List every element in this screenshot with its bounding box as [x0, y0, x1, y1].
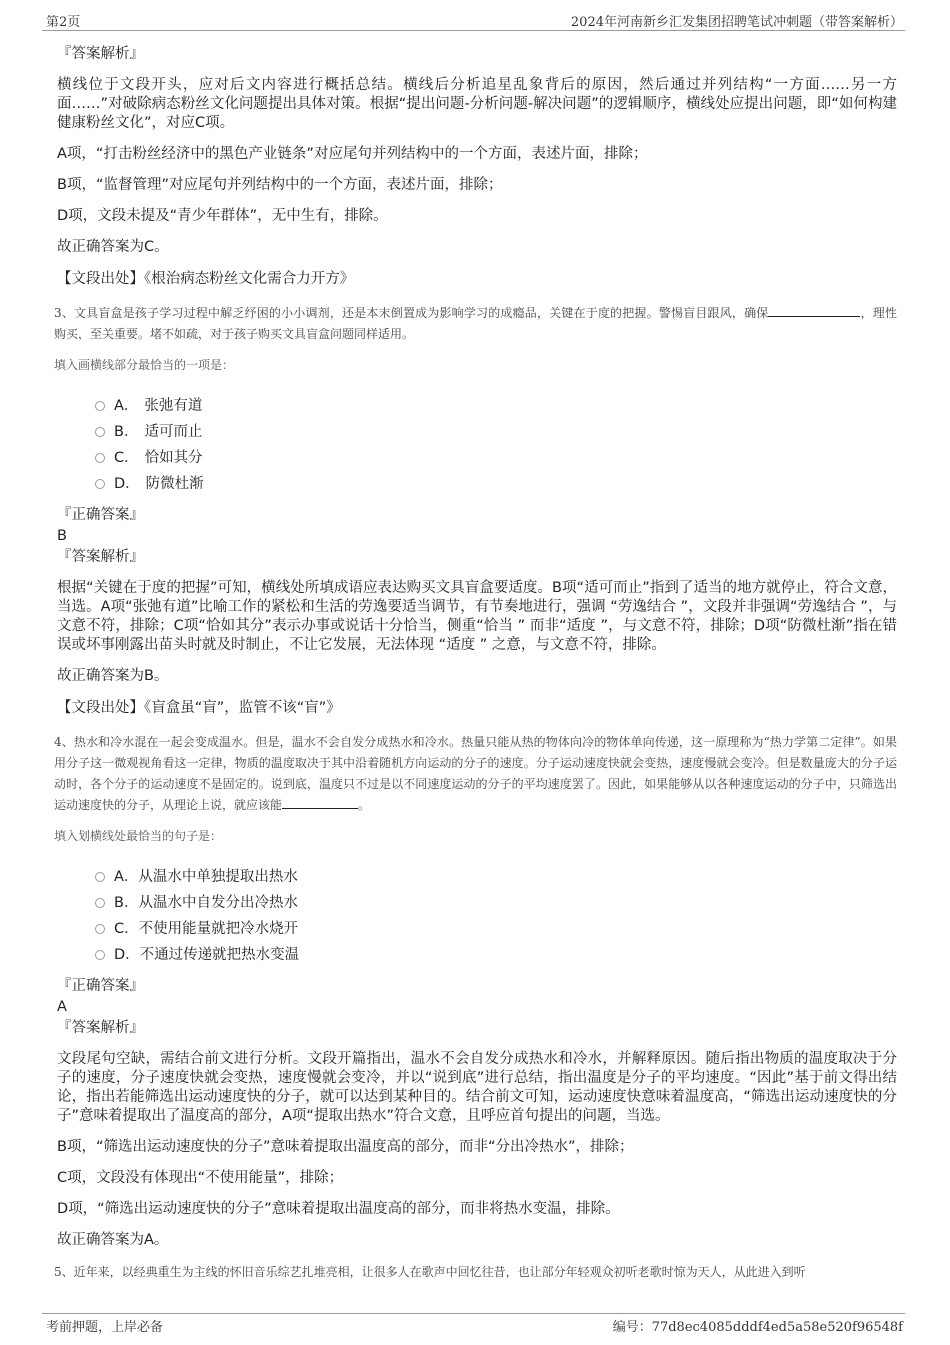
q4-option-c-analysis: C项，文段没有体现出“不使用能量”，排除； — [57, 1170, 344, 1186]
radio-icon[interactable] — [95, 401, 105, 411]
q3-analysis: 根据“关键在于度的把握”可知，横线处所填成语应表达购买文具盲盒要适度。B项“适可而止”指到了适当的地方就停止，符合文意，当选。A项“张弛有道”比喻工作的紧松和生活的劳逸要适当调节，有节奏地进行，强调 “劳逸结合 ”，文段并非强调“劳逸结合 ”，与文意不符，排除；C项“恰如其分”表示办事或说话十分恰当，侧重“恰当 ” 而非“适度 ”，与文意不符，排除；D项“防微杜渐”指在错误或坏事刚露出苗头时就及时制止，不让它发展，无法体现 “适度 ” 之意，与文意不符，排除。 — [57, 580, 897, 653]
option-letter: B． — [114, 424, 139, 440]
option-text: 从温水中自发分出冷热水 — [138, 895, 298, 911]
option-letter: D． — [114, 476, 140, 492]
q3-question-text — [54, 303, 897, 345]
document-title: 2024年河南新乡汇发集团招聘笔试冲刺题（带答案解析） — [570, 15, 903, 30]
radio-icon[interactable] — [95, 950, 105, 960]
option-text: 从温水中单独提取出热水 — [138, 869, 298, 885]
option-letter: C． — [114, 450, 139, 466]
page-number: 第2页 — [46, 15, 81, 30]
q4-option-b-analysis: B项，“筛选出运动速度快的分子”意味着提取出温度高的部分，而非“分出冷热水”，排除； — [57, 1139, 634, 1155]
q4-option-c[interactable] — [95, 916, 897, 942]
q4-options — [95, 864, 897, 968]
q4-blank — [282, 798, 358, 809]
q4-correct-answer: A — [57, 999, 67, 1015]
option-letter: A． — [114, 398, 139, 414]
q4-conclusion: 故正确答案为A。 — [57, 1232, 169, 1248]
q3-analysis-label: 『答案解析』 — [57, 549, 144, 565]
radio-icon[interactable] — [95, 898, 105, 908]
option-text: 不使用能量就把冷水烧开 — [138, 921, 299, 937]
q4-option-d-analysis: D项，“筛选出运动速度快的分子”意味着提取出温度高的部分，而非将热水变温，排除。 — [57, 1201, 620, 1217]
q3-correct-answer: B — [57, 528, 67, 544]
q3-options — [95, 393, 897, 497]
q4-option-a[interactable] — [95, 864, 897, 890]
q2-analysis: 横线位于文段开头，应对后文内容进行概括总结。横线后分析追星乱象背后的原因，然后通过并列结构“一方面……另一方面……”对破除病态粉丝文化问题提出具体对策。根据“提出问题-分析问题-解决问题”的逻辑顺序，横线处应提出问题，即“如何构建健康粉丝文化”，对应C项。 — [57, 77, 897, 131]
option-letter: C． — [114, 921, 139, 937]
option-text: 适可而止 — [144, 424, 203, 440]
radio-icon[interactable] — [95, 453, 105, 463]
q3-option-c[interactable] — [95, 445, 897, 471]
q3-text-part1: 3、文具盲盒是孩子学习过程中解乏纾困的小小调剂，还是本末倒置成为影响学习的成瘾品，关键在于度的把握。警惕盲目跟风，确保 — [54, 306, 769, 320]
q3-option-a[interactable] — [95, 393, 897, 419]
q5-question-text: 5、近年来，以经典重生为主线的怀旧音乐综艺扎堆亮相，让很多人在歌声中回忆往昔，也让部分年轻观众初听老歌时惊为天人，从此进入到听 — [54, 1265, 806, 1279]
option-text: 不通过传递就把热水变温 — [139, 947, 300, 963]
option-text: 张弛有道 — [144, 398, 203, 414]
q3-option-d[interactable] — [95, 471, 897, 497]
q3-prompt: 填入画横线部分最恰当的一项是： — [54, 358, 235, 372]
document-content — [54, 44, 897, 1295]
q3-conclusion: 故正确答案为B。 — [57, 668, 169, 684]
q3-correct-label: 『正确答案』 — [57, 507, 144, 523]
q4-question-text — [54, 732, 897, 816]
q2-analysis-label: 『答案解析』 — [57, 46, 144, 62]
q2-option-a-analysis: A项，“打击粉丝经济中的黑色产业链条”对应尾句并列结构中的一个方面，表述片面，排除； — [57, 146, 648, 162]
option-text: 恰如其分 — [144, 450, 203, 466]
q2-option-d-analysis: D项，文段未提及“青少年群体”，无中生有，排除。 — [57, 208, 388, 224]
q2-option-b-analysis: B项，“监督管理”对应尾句并列结构中的一个方面，表述片面，排除； — [57, 177, 503, 193]
q2-conclusion: 故正确答案为C。 — [57, 239, 169, 255]
page-footer — [42, 1313, 905, 1334]
radio-icon[interactable] — [95, 427, 105, 437]
q3-blank — [768, 306, 860, 317]
footer-slogan: 考前押题，上岸必备 — [46, 1320, 164, 1335]
q4-option-b[interactable] — [95, 890, 897, 916]
page-header — [42, 10, 905, 31]
q4-analysis: 文段尾句空缺，需结合前文进行分析。文段开篇指出，温水不会自发分成热水和冷水，并解释原因。随后指出物质的温度取决于分子的速度，分子速度快就会变热，速度慢就会变冷，并以“说到底”进行总结，指出温度是分子的平均速度。“因此”基于前文得出结论，指出若能筛选出运动速度快的分子，就可以达到某种目的。结合前文可知，运动速度快意味着温度高，“筛选出运动速度快的分子”意味着提取出了温度高的部分，A项“提取出热水”符合文意，且呼应首句提出的问题，当选。 — [57, 1051, 897, 1124]
radio-icon[interactable] — [95, 479, 105, 489]
option-letter: B． — [114, 895, 139, 911]
q4-correct-label: 『正确答案』 — [57, 978, 144, 994]
option-letter: A． — [114, 869, 139, 885]
q4-text-part1: 4、热水和冷水混在一起会变成温水。但是，温水不会自发分成热水和冷水。热量只能从热的物体向冷的物体单向传递，这一原理称为“热力学第二定律”。如果用分子这一微观视角看这一定律，物质的温度取决于其中沿着随机方向运动的分子的速度。分子运动速度快就会变热，速度慢就会变冷。但是数量庞大的分子运动时，各个分子的运动速度不是固定的。说到底，温度只不过是以不同速度运动的分子的平均速度罢了。因此，如果能够从以各种速度运动的分子中，只筛选出运动速度快的分子，从理论上说，就应该能 — [54, 735, 897, 812]
option-letter: D． — [114, 947, 140, 963]
document-id: 编号：77d8ec4085dddf4ed5a58e520f96548f — [612, 1320, 903, 1335]
q4-option-d[interactable] — [95, 942, 897, 968]
q3-option-b[interactable] — [95, 419, 897, 445]
q3-text-part2: ，理性购买，至关重要。堵不如疏，对于孩子购买文具盲盒问题同样适用。 — [54, 306, 897, 341]
q4-text-part2: 。 — [358, 798, 371, 812]
q2-source: 【文段出处】《根治病态粉丝文化需合力开方》 — [57, 271, 355, 287]
radio-icon[interactable] — [95, 872, 105, 882]
q4-prompt: 填入划横线处最恰当的句子是： — [54, 829, 223, 843]
radio-icon[interactable] — [95, 924, 105, 934]
q4-analysis-label: 『答案解析』 — [57, 1020, 144, 1036]
q3-source: 【文段出处】《盲盒虽“盲”，监管不该“盲”》 — [57, 700, 341, 716]
option-text: 防微杜渐 — [145, 476, 204, 492]
